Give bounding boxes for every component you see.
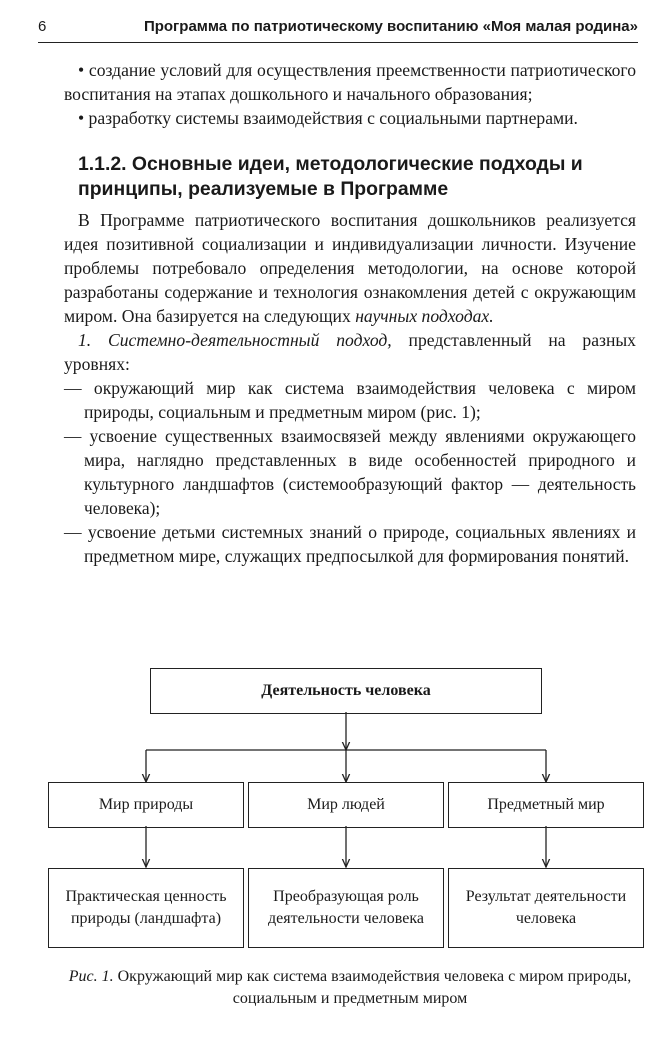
box-people-world: Мир людей bbox=[248, 782, 444, 828]
figure-diagram bbox=[36, 666, 636, 956]
approach-line bbox=[64, 328, 636, 376]
running-title: Программа по патриотическому воспитанию «Моя малая родина» bbox=[143, 18, 638, 35]
approach-text: представленный на разных уровнях: bbox=[64, 330, 636, 374]
page-body bbox=[64, 58, 636, 568]
box-nature-world: Мир природы bbox=[48, 782, 244, 828]
bullet-item: • разработку системы взаимодействия с социальными партнерами. bbox=[78, 108, 578, 128]
caption-label: Рис. 1. bbox=[68, 968, 114, 985]
dash-item: — усвоение детьми системных знаний о природе, социальных явлениях и предметном мире, служащих предпосылкой для формирования понятий. bbox=[64, 522, 636, 566]
section-heading: 1.1.2. Основные идеи, методологические подходы и принципы, реализуемые в Программе bbox=[78, 153, 583, 200]
box-transforming-role: Преобразующая роль деятельности человека bbox=[248, 868, 444, 948]
page-header bbox=[38, 14, 638, 43]
dash-item: — усвоение существенных взаимосвязей между явлениями окружающего мира, наглядно представленных в виде особенностей природного и культурного ландшафтов (системообразующий фактор — деятельность человека); bbox=[64, 426, 636, 518]
page-number: 6 bbox=[38, 18, 47, 35]
caption-text: Окружающий мир как система взаимодействия человека с миром природы, социальным и предметным миром bbox=[113, 968, 632, 1007]
figure-caption bbox=[64, 966, 636, 1010]
box-practical-value: Практическая ценность природы (ландшафта) bbox=[48, 868, 244, 948]
paragraph-text: В Программе патриотического воспитания дошкольников реализуется идея позитивной социализации и индивидуализации личности. Изучение проблемы потребовало определения методологии, на основе которой разработаны содержание и технология ознакомления детей с окружающим миром. Она базируется на следующих bbox=[64, 210, 636, 326]
box-human-activity: Деятельность человека bbox=[150, 668, 542, 714]
approach-title: 1. Системно-деятельностный подход, bbox=[78, 330, 392, 350]
bullet-item: • создание условий для осуществления преемственности патриотического воспитания на этапах дошкольного и начального образования; bbox=[64, 60, 636, 104]
box-object-world: Предметный мир bbox=[448, 782, 644, 828]
section-paragraph bbox=[64, 208, 636, 328]
dash-item: — окружающий мир как система взаимодействия человека с миром природы, социальным и предметным миром (рис. 1); bbox=[64, 378, 636, 422]
box-activity-result: Результат деятельности человека bbox=[448, 868, 644, 948]
paragraph-italic: научных подходах. bbox=[355, 306, 494, 326]
